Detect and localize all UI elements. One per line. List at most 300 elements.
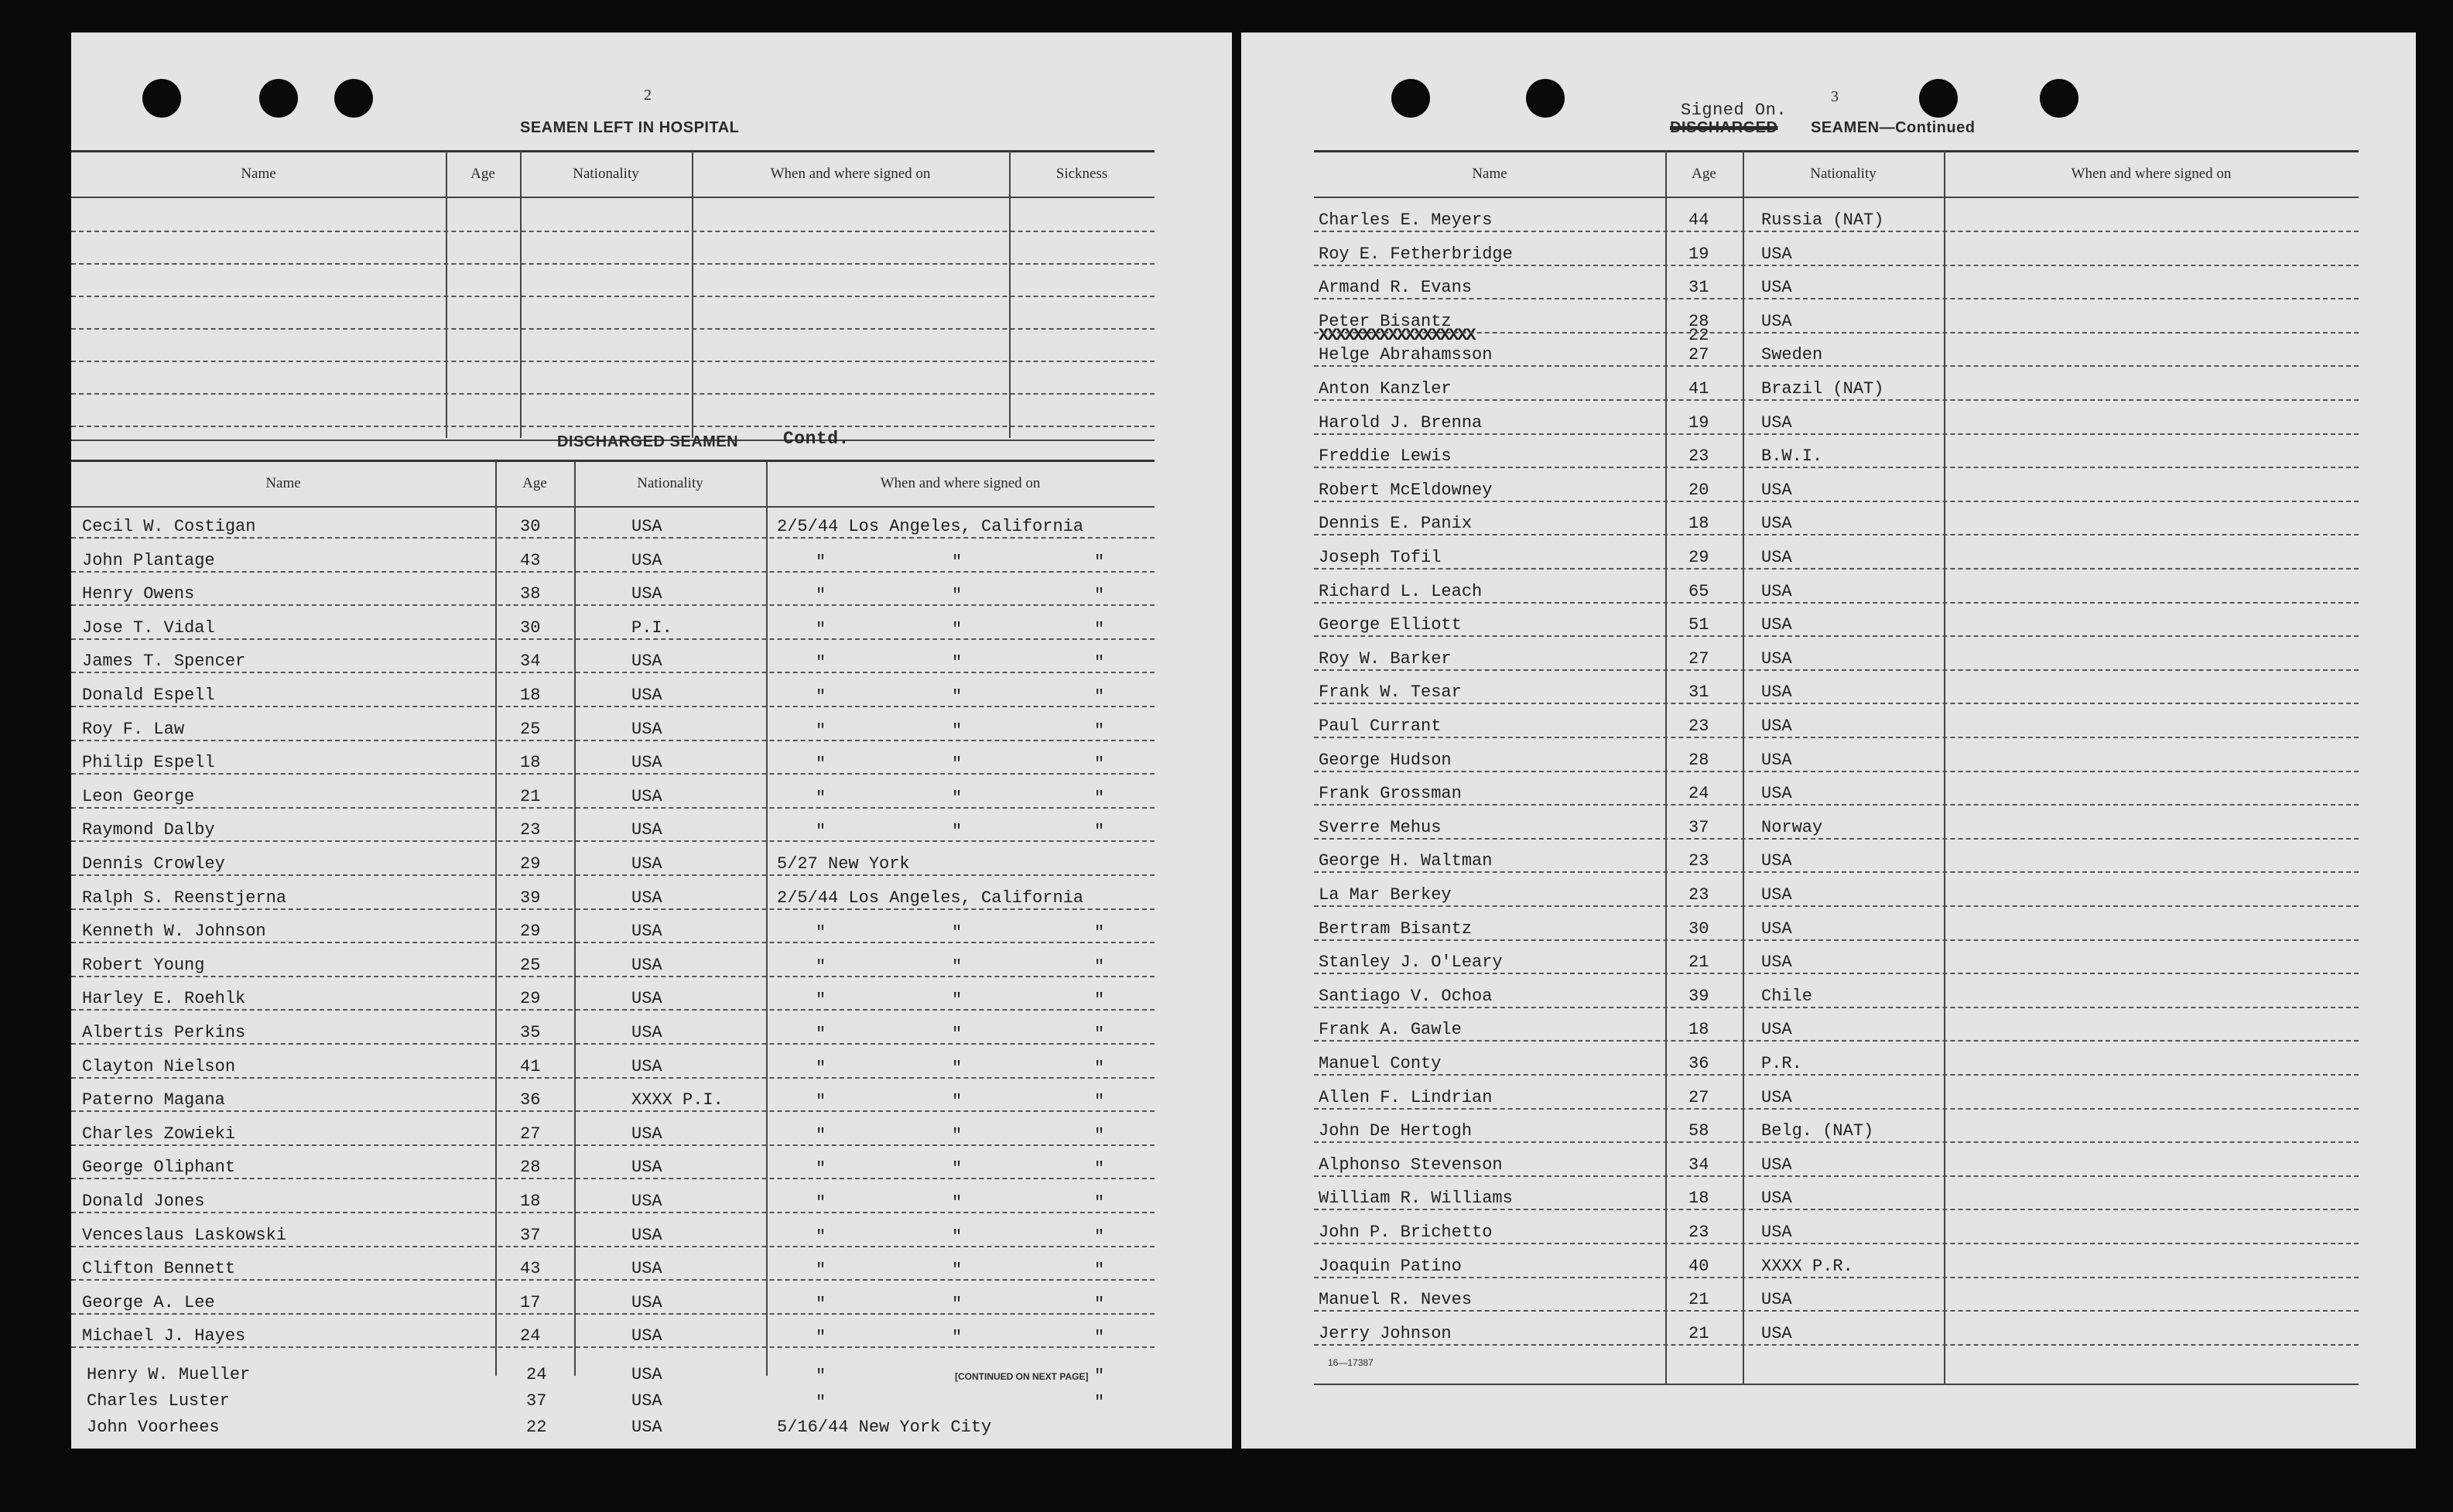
hospital-title: SEAMEN LEFT IN HOSPITAL: [520, 119, 740, 136]
page-number: 3: [1831, 88, 1839, 105]
ditto-mark: ": [1094, 687, 1105, 706]
entry-line: [71, 874, 1155, 876]
seaman-name: Raymond Dalby: [82, 820, 215, 840]
seaman-name: George A. Lee: [82, 1293, 215, 1312]
seaman-nationality: USA: [631, 922, 662, 941]
seaman-nationality: USA: [1761, 1020, 1792, 1039]
seaman-nationality: USA: [631, 820, 662, 840]
seaman-name: James T. Spencer: [82, 652, 246, 671]
ditto-mark: ": [816, 687, 826, 706]
ditto-mark: ": [816, 1393, 826, 1412]
seaman-name: Roy F. Law: [82, 720, 185, 739]
seaman-name: George Elliott: [1319, 615, 1462, 635]
entry-line: [71, 537, 1155, 539]
seaman-nationality: Brazil (NAT): [1761, 379, 1884, 399]
entry-line: [1314, 265, 2359, 266]
seaman-nationality: USA: [631, 720, 662, 739]
entry-line: [1314, 467, 2359, 468]
seaman-age: 27: [520, 1124, 541, 1144]
ditto-mark: ": [1094, 552, 1105, 572]
ditto-mark: ": [816, 1328, 826, 1347]
seaman-age: 24: [1688, 784, 1709, 803]
seaman-name: Charles Luster: [87, 1391, 230, 1411]
seaman-nationality: Chile: [1761, 987, 1813, 1006]
column-divider: [1944, 152, 1945, 1384]
seaman-name: Dennis Crowley: [82, 854, 225, 874]
seaman-age: 29: [1688, 548, 1709, 567]
seaman-age: 38: [520, 584, 541, 604]
ditto-mark: ": [952, 1025, 963, 1044]
seaman-name: Kenneth W. Johnson: [82, 922, 266, 941]
seaman-age: 18: [1688, 1020, 1709, 1039]
seaman-nationality: Russia (NAT): [1761, 210, 1884, 230]
ditto-mark: ": [952, 687, 963, 706]
entry-line: [1314, 332, 2359, 334]
entry-line: [71, 393, 1155, 395]
seaman-age: 29: [520, 989, 541, 1008]
column-divider: [1665, 152, 1667, 1384]
entry-line: [71, 1144, 1155, 1146]
seaman-name: Allen F. Lindrian: [1319, 1088, 1493, 1107]
entry-line: [71, 773, 1155, 775]
seaman-name: John P. Brichetto: [1319, 1223, 1493, 1242]
col-age: Age: [1692, 166, 1716, 182]
seaman-name: Robert McEldowney: [1319, 481, 1493, 500]
seaman-nationality: USA: [1761, 481, 1792, 500]
entry-line: [1314, 737, 2359, 738]
seaman-name: Stanley J. O'Leary: [1319, 953, 1503, 972]
seaman-nationality: USA: [631, 1293, 662, 1312]
struck-age: 22: [1688, 326, 1709, 345]
ditto-mark: ": [1094, 653, 1105, 672]
col-name: Name: [241, 166, 276, 182]
entry-line: [1314, 669, 2359, 671]
seaman-name: Jose T. Vidal: [82, 618, 215, 638]
seaman-nationality: Sweden: [1761, 345, 1823, 364]
seaman-age: 41: [520, 1057, 541, 1076]
entry-line: [71, 807, 1155, 809]
column-divider: [1743, 152, 1744, 1384]
ditto-mark: ": [1094, 1393, 1105, 1412]
seaman-name: Donald Jones: [82, 1192, 205, 1211]
ditto-mark: ": [816, 1126, 826, 1145]
seaman-age: 29: [520, 854, 541, 874]
seaman-age: 18: [1688, 514, 1709, 533]
seaman-age: 29: [520, 922, 541, 941]
seaman-name: Clifton Bennett: [82, 1259, 236, 1278]
seaman-age: 39: [520, 888, 541, 908]
punch-hole: [1919, 79, 1958, 118]
entry-line: [71, 976, 1155, 977]
seaman-nationality: USA: [1761, 615, 1792, 635]
seaman-age: 30: [520, 618, 541, 638]
ditto-mark: ": [816, 1025, 826, 1044]
seaman-age: 19: [1688, 413, 1709, 433]
entry-line: [1314, 905, 2359, 907]
seaman-name: Alphonso Stevenson: [1319, 1155, 1503, 1175]
ditto-mark: ": [952, 1328, 963, 1347]
seaman-nationality: USA: [631, 1124, 662, 1144]
ditto-mark: ": [952, 1261, 963, 1280]
entry-line: [1314, 703, 2359, 704]
entry-line: [71, 1043, 1155, 1045]
seaman-name: Santiago V. Ochoa: [1319, 987, 1493, 1006]
seaman-name: John Voorhees: [87, 1418, 220, 1437]
seaman-nationality: USA: [631, 1226, 662, 1245]
rule: [1314, 150, 2359, 152]
entry-line: [71, 740, 1155, 741]
seaman-nationality: XXXX P.R.: [1761, 1257, 1853, 1276]
entry-line: [71, 1212, 1155, 1213]
discharged-title: DISCHARGED SEAMEN: [557, 433, 739, 450]
seaman-name: Michael J. Hayes: [82, 1326, 246, 1346]
col-nationality: Nationality: [1810, 166, 1877, 182]
ditto-mark: ": [952, 1059, 963, 1078]
ditto-mark: ": [952, 1193, 963, 1213]
title-suffix: SEAMEN—Continued: [1811, 119, 1976, 136]
right-page: [1241, 32, 2416, 1449]
seaman-age: 25: [520, 720, 541, 739]
page-number: 2: [644, 87, 652, 104]
ditto-mark: ": [1094, 1092, 1105, 1111]
ditto-mark: ": [816, 1092, 826, 1111]
seaman-age: 28: [1688, 312, 1709, 331]
entry-line: [71, 672, 1155, 673]
entry-line: [1314, 1175, 2359, 1177]
ditto-mark: ": [952, 822, 963, 841]
seaman-name: Freddie Lewis: [1319, 446, 1452, 466]
seaman-age: 43: [520, 1259, 541, 1278]
ditto-mark: ": [816, 552, 826, 572]
seaman-age: 30: [520, 517, 541, 536]
seaman-name: Donald Espell: [82, 686, 215, 705]
seaman-name: Harley E. Roehlk: [82, 989, 246, 1008]
seaman-name: Robert Young: [82, 956, 205, 975]
seaman-nationality: Belg. (NAT): [1761, 1121, 1874, 1141]
entry-line: [1314, 534, 2359, 535]
seaman-name: Jerry Johnson: [1319, 1324, 1452, 1343]
seaman-nationality: Norway: [1761, 818, 1823, 837]
entry-line: [1314, 939, 2359, 941]
ditto-mark: ": [952, 923, 963, 942]
entry-line: [1314, 1141, 2359, 1143]
seaman-nationality: USA: [1761, 312, 1792, 331]
seaman-nationality: USA: [1761, 1324, 1792, 1343]
entry-line: [1314, 1277, 2359, 1278]
seaman-name: Roy E. Fetherbridge: [1319, 245, 1513, 264]
seaman-age: 20: [1688, 481, 1709, 500]
column-divider: [692, 152, 693, 438]
seaman-name: George Hudson: [1319, 751, 1452, 770]
seaman-name: Frank W. Tesar: [1319, 682, 1462, 702]
seaman-nationality: USA: [631, 888, 662, 908]
seaman-name: Richard L. Leach: [1319, 582, 1483, 601]
ditto-mark: ": [952, 586, 963, 605]
ditto-mark: ": [1094, 822, 1105, 841]
ditto-mark: ": [816, 620, 826, 639]
seaman-age: 27: [1688, 345, 1709, 364]
ditto-mark: ": [816, 1367, 826, 1386]
entry-line: [1314, 602, 2359, 604]
seaman-nationality: USA: [1761, 1290, 1792, 1309]
struck-entry: XXXXXXXXXXXXXXXXXX: [1319, 326, 1475, 345]
entry-line: [1314, 838, 2359, 840]
seaman-name: George Oliphant: [82, 1158, 236, 1177]
entry-line: [1314, 771, 2359, 772]
seaman-nationality: USA: [1761, 953, 1792, 972]
ditto-mark: ": [952, 620, 963, 639]
seaman-name: John De Hertogh: [1319, 1121, 1473, 1141]
col-when-where: When and where signed on: [770, 166, 931, 182]
seaman-name: Ralph S. Reenstjerna: [82, 888, 287, 908]
col-name: Name: [265, 475, 301, 491]
entry-line: [1314, 298, 2359, 299]
seaman-nationality: USA: [1761, 582, 1792, 601]
ditto-mark: ": [1094, 1295, 1105, 1314]
ditto-mark: ": [952, 721, 963, 741]
entry-line: [1314, 1243, 2359, 1244]
seaman-age: 17: [520, 1293, 541, 1312]
entry-line: [71, 638, 1155, 640]
seaman-nationality: USA: [631, 1158, 662, 1177]
seaman-age: 21: [1688, 1324, 1709, 1343]
ditto-mark: ": [816, 788, 826, 808]
seaman-name: Venceslaus Laskowski: [82, 1226, 287, 1245]
seaman-name: Harold J. Brenna: [1319, 413, 1483, 433]
seaman-age: 23: [1688, 851, 1709, 871]
seaman-age: 36: [1688, 1054, 1709, 1073]
rule: [71, 460, 1155, 462]
ditto-mark: ": [816, 653, 826, 672]
seaman-nationality: USA: [1761, 548, 1792, 567]
seaman-name: Frank A. Gawle: [1319, 1020, 1462, 1039]
col-nationality: Nationality: [637, 475, 703, 491]
entry-line: [1314, 1209, 2359, 1210]
seaman-nationality: USA: [631, 1023, 662, 1042]
seaman-name: Roy W. Barker: [1319, 649, 1452, 669]
ditto-mark: ": [1094, 1367, 1105, 1386]
ditto-mark: ": [1094, 990, 1105, 1010]
entry-line: [71, 706, 1155, 707]
seaman-age: 36: [520, 1090, 541, 1110]
seaman-age: 21: [1688, 1290, 1709, 1309]
seaman-age: 65: [1688, 582, 1709, 601]
seaman-name: Joaquin Patino: [1319, 1257, 1462, 1276]
seaman-name: Paterno Magana: [82, 1090, 225, 1110]
seaman-nationality: USA: [631, 1192, 662, 1211]
column-divider: [766, 461, 768, 1376]
ditto-mark: ": [1094, 1059, 1105, 1078]
ditto-mark: ": [816, 957, 826, 977]
seaman-age: 18: [1688, 1189, 1709, 1208]
ditto-mark: ": [816, 1295, 826, 1314]
seaman-nationality: USA: [631, 551, 662, 570]
ditto-mark: ": [816, 1193, 826, 1213]
left-page: [71, 32, 1232, 1449]
seaman-nationality: USA: [1761, 1223, 1792, 1242]
entry-line: [71, 604, 1155, 606]
continued-note: [CONTINUED ON NEXT PAGE]: [955, 1371, 1089, 1382]
rule: [1314, 1384, 2359, 1385]
seaman-nationality: USA: [1761, 751, 1792, 770]
entry-line: [1314, 973, 2359, 974]
entry-line: [71, 1110, 1155, 1112]
seaman-nationality: USA: [1761, 1088, 1792, 1107]
seaman-nationality: P.R.: [1761, 1054, 1802, 1073]
column-divider: [1009, 152, 1011, 438]
seaman-nationality: P.I.: [631, 618, 672, 638]
seaman-age: 37: [1688, 818, 1709, 837]
seaman-age: 44: [1688, 210, 1709, 230]
entry-line: [71, 1178, 1155, 1179]
seaman-age: 23: [1688, 717, 1709, 736]
seaman-name: Charles E. Meyers: [1319, 210, 1493, 230]
seaman-name: La Mar Berkey: [1319, 885, 1452, 905]
seaman-name: William R. Williams: [1319, 1189, 1513, 1208]
seaman-nationality: USA: [631, 517, 662, 536]
seaman-age: 18: [520, 753, 541, 772]
seaman-nationality: USA: [1761, 245, 1792, 264]
col-name: Name: [1472, 166, 1507, 182]
seaman-age: 28: [520, 1158, 541, 1177]
entry-line: [1314, 1108, 2359, 1110]
discharged-contd: Contd.: [783, 429, 850, 449]
seaman-nationality: USA: [1761, 278, 1792, 297]
ditto-mark: ": [1094, 620, 1105, 639]
entry-line: [1314, 1074, 2359, 1076]
ditto-mark: ": [1094, 957, 1105, 977]
entry-line: [71, 231, 1155, 232]
seaman-nationality: USA: [1761, 851, 1792, 871]
seaman-name: Helge Abrahamsson: [1319, 345, 1493, 364]
entry-line: [1314, 433, 2359, 435]
ditto-mark: ": [816, 1059, 826, 1078]
seaman-nationality: USA: [631, 686, 662, 705]
seaman-age: 30: [1688, 919, 1709, 939]
signed-on-place: 5/27 New York: [777, 854, 910, 874]
seaman-age: 24: [526, 1365, 547, 1384]
seaman-nationality: B.W.I.: [1761, 446, 1823, 466]
ditto-mark: ": [1094, 721, 1105, 741]
seaman-nationality: USA: [1761, 649, 1792, 669]
seaman-name: John Plantage: [82, 551, 215, 570]
ditto-mark: ": [952, 552, 963, 572]
ditto-mark: ": [1094, 1227, 1105, 1247]
signed-on-place: 2/5/44 Los Angeles, California: [777, 517, 1084, 536]
seaman-age: 25: [520, 956, 541, 975]
ditto-mark: ": [952, 957, 963, 977]
col-age: Age: [522, 475, 547, 491]
seaman-name: Manuel Conty: [1319, 1054, 1442, 1073]
entry-line: [71, 1313, 1155, 1315]
seaman-nationality: XXXX P.I.: [631, 1090, 724, 1110]
entry-line: [1314, 399, 2359, 401]
punch-hole: [334, 79, 373, 118]
seaman-age: 58: [1688, 1121, 1709, 1141]
seaman-age: 37: [526, 1391, 547, 1411]
seaman-nationality: USA: [1761, 413, 1792, 433]
seaman-name: Charles Zowieki: [82, 1124, 236, 1144]
seaman-nationality: USA: [631, 1418, 662, 1437]
entry-line: [1314, 568, 2359, 570]
seaman-name: Albertis Perkins: [82, 1023, 246, 1042]
ditto-mark: ": [1094, 1193, 1105, 1213]
seaman-age: 34: [520, 652, 541, 671]
seaman-age: 23: [1688, 446, 1709, 466]
signed-on-place: 5/16/44 New York City: [777, 1418, 992, 1437]
seaman-age: 27: [1688, 1088, 1709, 1107]
seaman-name: Philip Espell: [82, 753, 215, 772]
seaman-name: Dennis E. Panix: [1319, 514, 1473, 533]
seaman-nationality: USA: [1761, 885, 1792, 905]
entry-line: [1314, 1040, 2359, 1042]
ditto-mark: ": [952, 1159, 963, 1178]
seaman-name: Sverre Mehus: [1319, 818, 1442, 837]
seaman-age: 31: [1688, 278, 1709, 297]
seaman-nationality: USA: [631, 854, 662, 874]
seaman-age: 34: [1688, 1155, 1709, 1175]
punch-hole: [142, 79, 181, 118]
seaman-age: 31: [1688, 682, 1709, 702]
entry-line: [71, 571, 1155, 573]
seaman-age: 40: [1688, 1257, 1709, 1276]
seaman-nationality: USA: [1761, 1155, 1792, 1175]
seaman-age: 39: [1688, 987, 1709, 1006]
entry-line: [1314, 1310, 2359, 1312]
seaman-nationality: USA: [1761, 919, 1792, 939]
seaman-age: 19: [1688, 245, 1709, 264]
ditto-mark: ": [952, 1126, 963, 1145]
seaman-name: Peter Bisantz: [1319, 312, 1452, 331]
entry-line: [71, 263, 1155, 265]
entry-line: [71, 328, 1155, 330]
ditto-mark: ": [816, 990, 826, 1010]
seaman-name: Henry W. Mueller: [87, 1365, 251, 1384]
ditto-mark: ": [816, 1159, 826, 1178]
ditto-mark: ": [1094, 923, 1105, 942]
entry-line: [71, 361, 1155, 362]
entry-line: [71, 942, 1155, 943]
seaman-age: 21: [520, 787, 541, 806]
rule: [71, 197, 1155, 198]
seaman-age: 18: [520, 1192, 541, 1211]
entry-line: [1314, 501, 2359, 502]
entry-line: [71, 1009, 1155, 1011]
ditto-mark: ": [952, 990, 963, 1010]
seaman-age: 28: [1688, 751, 1709, 770]
seaman-nationality: USA: [1761, 514, 1792, 533]
seaman-age: 18: [520, 686, 541, 705]
entry-line: [71, 908, 1155, 910]
column-divider: [446, 152, 447, 438]
seaman-age: 37: [520, 1226, 541, 1245]
seaman-name: Manuel R. Neves: [1319, 1290, 1473, 1309]
punch-hole: [1391, 79, 1430, 118]
entry-line: [71, 296, 1155, 297]
seaman-name: Frank Grossman: [1319, 784, 1462, 803]
ditto-mark: ": [952, 754, 963, 774]
entry-line: [71, 426, 1155, 427]
entry-line: [71, 840, 1155, 842]
ditto-mark: ": [816, 721, 826, 741]
entry-line: [1314, 1007, 2359, 1008]
punch-hole: [259, 79, 298, 118]
seaman-name: Anton Kanzler: [1319, 379, 1452, 399]
seaman-age: 22: [526, 1418, 547, 1437]
ditto-mark: ": [952, 788, 963, 808]
seaman-nationality: USA: [1761, 784, 1792, 803]
seaman-age: 43: [520, 551, 541, 570]
